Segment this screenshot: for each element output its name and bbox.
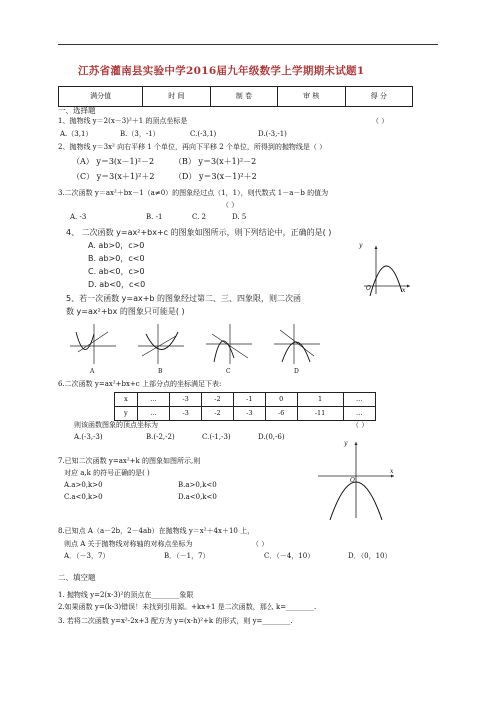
q8-line1: 8.已知点 A（a－2b，2－4ab）在抛物线 y＝x²＋4x＋10 上， (58, 527, 255, 535)
page-title: 江苏省灌南县实验中学2016届九年级数学上学期期末试题1 (78, 65, 365, 77)
q3-option-d: D. 5 (232, 213, 247, 221)
q7-parabola-figure (316, 440, 396, 520)
q6-option-c: C.(-1,-3) (202, 433, 231, 441)
table-cell: -3 (233, 407, 265, 421)
q4-option-c: C. ab<0，c>0 (88, 267, 145, 276)
table-cell: x (115, 393, 138, 407)
q5-label-a: A (90, 368, 95, 375)
header-cell: 制 卷 (210, 87, 277, 107)
fill-q3: 3. 若将二次函数 y=x²-2x+3 配方为 y=(x-h)²+k 的形式，则 y=________. (58, 617, 293, 625)
q3-option-a: A. -3 (70, 213, 87, 221)
fill-q2: 2.如果函数 y=(k-3)错误！未找到引用源。+kx+1 是二次函数，那么 k=________. (58, 603, 317, 611)
q3-option-b: B. -1 (146, 213, 163, 221)
q6-ask: 则该函数图象的顶点坐标为 (74, 421, 158, 429)
q3-paren: （ ） (222, 201, 239, 209)
q7-option-d: D.a<0,k<0 (178, 493, 217, 501)
q2-text: 2、抛物线 y＝3x² 向右平移 1 个单位，再向下平移 2 个单位，所得到的抛物线是（ ） (58, 143, 327, 151)
top-rule (58, 44, 438, 45)
q7-axis-y: y (344, 440, 348, 447)
q1-option-b: B.（3，-1） (120, 130, 160, 138)
q8-option-d: D．（0，10） (348, 552, 392, 560)
header-cell: 得 分 (345, 87, 412, 107)
q6-values-table (114, 392, 376, 421)
q1-option-d: D.(-3,-1) (258, 130, 287, 138)
q5-graph-c (204, 322, 254, 366)
q5-label-d: D (294, 368, 299, 375)
table-cell: … (137, 407, 169, 421)
q4-axis-y: y (359, 242, 363, 249)
q5-graph-b (136, 322, 186, 366)
q3-option-c: C. 2 (192, 213, 207, 221)
table-cell: y (115, 407, 138, 421)
q4-axis-x: x (402, 287, 406, 294)
q2-option-d: （D） y＝3(x－1)²＋2 (174, 172, 257, 181)
table-cell: -11 (297, 407, 343, 421)
q4-option-a: A. ab>0，c>0 (88, 241, 145, 250)
q7-line2: 对应 a,k 的符号正确的是( ) (64, 469, 150, 477)
q1-paren: （ ） (372, 117, 389, 125)
q2-option-b: （B） y＝3(x＋1)²－2 (174, 157, 257, 166)
q5-label-c: C (226, 368, 231, 375)
q1-text: 1、抛物线 y＝2(x－3)²＋1 的顶点坐标是 (58, 117, 188, 125)
table-cell: -1 (233, 393, 265, 407)
q4-text: 4、 二次函数 y=ax²+bx+c 的图象如图所示，则下列结论中，正确的是( ) (66, 228, 332, 237)
header-cell: 审 核 (278, 87, 345, 107)
q5-label-b: B (158, 368, 163, 375)
header-cell: 满分值 (59, 87, 143, 107)
q8-option-a: A．（－3，7） (64, 552, 110, 560)
q8-paren: （ ） (252, 540, 269, 548)
q8-option-b: B．（－1，7） (164, 552, 210, 560)
q2-option-c: （C） y＝3(x＋1)²＋2 (72, 172, 155, 181)
table-cell: 0 (265, 393, 297, 407)
q4-origin: O (366, 285, 371, 292)
q7-option-a: A.a>0,k>0 (64, 481, 103, 489)
q8-line2: 则点 A 关于抛物线对称轴的对称点坐标为 (64, 540, 193, 548)
q4-option-b: B. ab>0，c<0 (88, 254, 145, 263)
q5-line1: 5、若一次函数 y=ax+b 的图象经过第二、三、四象限，则二次函 (66, 294, 302, 303)
q4-option-d: D. ab<0，c<0 (88, 280, 146, 289)
q6-option-b: B.(-2,-2) (146, 433, 175, 441)
table-row (115, 393, 376, 407)
q5-graph-a (68, 322, 118, 366)
table-cell: … (343, 393, 375, 407)
q6-option-d: D.(0,-6) (258, 433, 285, 441)
table-cell: -6 (265, 407, 297, 421)
table-cell: -3 (170, 407, 202, 421)
score-header-table (58, 86, 413, 107)
q7-axis-x: x (390, 468, 394, 475)
q2-option-a: （A） y＝3(x－1)²－2 (72, 157, 155, 166)
q7-option-b: B.a>0,k<0 (178, 481, 217, 489)
q5-line2: 数 y=ax²+bx 的图象只可能是( ) (66, 307, 185, 316)
section-choice: 一、选择题 (58, 106, 96, 115)
q6-option-a: A.(-3,-3) (74, 433, 103, 441)
table-row (115, 407, 376, 421)
q7-option-c: C.a<0,k>0 (64, 493, 103, 501)
table-cell: -2 (202, 407, 234, 421)
q1-option-c: C.(-3,1) (190, 130, 217, 138)
table-cell: -3 (170, 393, 202, 407)
section-fill: 二、填空题 (58, 573, 96, 582)
q3-text: 3.二次函数 y＝ax²＋bx－1（a≠0）的图象经过点（1，1），则代数式 1－a－b 的值为 (58, 189, 329, 197)
q7-origin: O (350, 477, 355, 484)
table-cell: 1 (297, 393, 343, 407)
fill-q1: 1. 抛物线 y=2(x-3)²的顶点在________象限 (58, 591, 194, 599)
q1-option-a: A.（3,1） (60, 130, 93, 138)
q7-line1: 7.已知二次函数 y=ax²+k 的图象如图所示,则 (58, 457, 201, 465)
table-cell: … (343, 407, 375, 421)
header-cell: 时 间 (143, 87, 210, 107)
q8-option-c: C．（－4，10） (264, 552, 315, 560)
table-cell: … (137, 393, 169, 407)
q6-paren: （ ） (352, 421, 369, 429)
q5-graph-d (272, 322, 322, 366)
table-cell: -2 (202, 393, 234, 407)
q6-text: 6.二次函数 y=ax²+bx+c 上部分点的坐标满足下表: (58, 380, 222, 388)
